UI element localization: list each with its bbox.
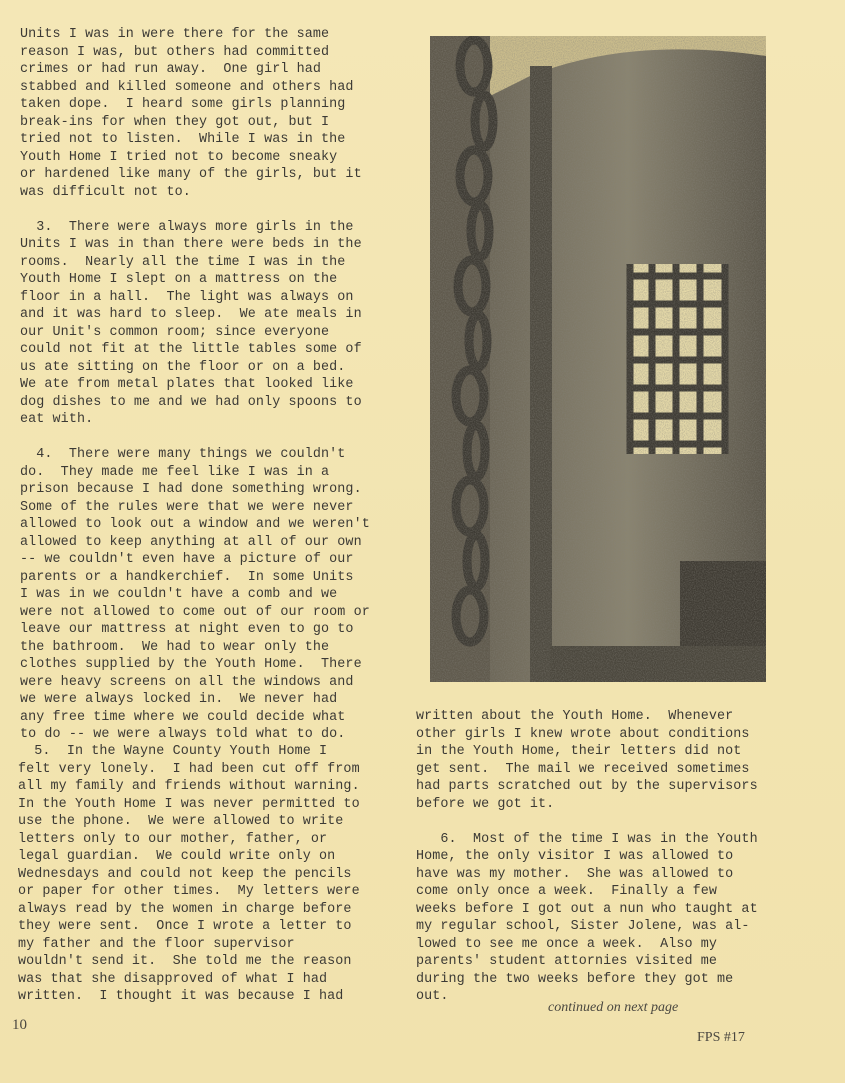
text-line: I was in we couldn't have a comb and we	[20, 587, 338, 602]
left-column-bottom	[18, 743, 398, 1006]
text-line: were not allowed to come out of our room or	[20, 604, 370, 620]
text-line: 4. There were many things we couldn't	[20, 447, 346, 462]
left-column-top	[20, 26, 400, 744]
text-line: do. They made me feel like I was in a	[20, 464, 330, 480]
text-line: we were always locked in. We never had	[20, 692, 338, 707]
text-line: prison because I had done something wrong.	[20, 482, 362, 497]
text-line: 6. Most of the time I was in the Youth	[416, 831, 758, 847]
text-line: lowed to see me once a week. Also my	[416, 936, 718, 952]
text-line: Units I was in than there were beds in the	[20, 237, 362, 252]
text-line: parents or a handkerchief. In some Units	[20, 569, 354, 585]
text-line: crimes or had run away. One girl had	[20, 62, 322, 77]
text-line: any free time where we could decide what	[20, 709, 346, 725]
text-line: legal guardian. We could write only on	[18, 849, 336, 864]
text-line: Wednesdays and could not keep the pencils	[18, 866, 352, 882]
text-line: in the Youth Home, their letters did not	[416, 744, 742, 759]
text-line: dog dishes to me and we had only spoons to	[20, 394, 362, 410]
text-line: were heavy screens on all the windows and	[20, 674, 354, 690]
text-line: -- we couldn't even have a picture of our	[20, 552, 354, 567]
text-line: and it was hard to sleep. We ate meals in	[20, 307, 362, 322]
text-line: allowed to look out a window and we weren't	[20, 517, 370, 532]
text-line: parents' student attornies visited me	[416, 954, 718, 969]
text-line: was difficult not to.	[20, 184, 191, 200]
text-line: during the two weeks before they got me	[416, 971, 734, 987]
text-line: could not fit at the little tables some of	[20, 342, 362, 357]
text-line: our Unit's common room; since everyone	[20, 324, 330, 340]
text-line: out.	[416, 989, 449, 1004]
right-column	[416, 708, 836, 1006]
paragraph-gap	[20, 201, 400, 219]
text-line: weeks before I got out a nun who taught at	[416, 901, 758, 917]
text-line: tried not to listen. While I was in the	[20, 132, 346, 147]
text-line: In the Youth Home I was never permitted to	[18, 796, 360, 812]
text-line: always read by the women in charge before	[18, 901, 352, 917]
text-line: before we got it.	[416, 796, 555, 812]
text-line: they were sent. Once I wrote a letter to	[18, 919, 352, 934]
text-line: floor in a hall. The light was always on	[20, 289, 354, 305]
prison-chain-drawing	[430, 36, 766, 682]
text-line: get sent. The mail we received sometimes	[416, 761, 750, 777]
prison-chain-illustration	[430, 36, 766, 682]
text-line: my regular school, Sister Jolene, was al-	[416, 919, 750, 934]
text-line: or paper for other times. My letters were	[18, 884, 360, 899]
paragraph-gap	[416, 813, 836, 831]
footer-id: FPS #17	[697, 1030, 745, 1045]
text-line: taken dope. I heard some girls planning	[20, 97, 346, 112]
text-line: letters only to our mother, father, or	[18, 831, 328, 847]
text-line: 5. In the Wayne County Youth Home I	[18, 744, 328, 759]
text-line: reason I was, but others had committed	[20, 44, 330, 60]
text-line: eat with.	[20, 412, 94, 427]
text-line: 3. There were always more girls in the	[20, 219, 354, 235]
text-line: break-ins for when they got out, but I	[20, 114, 330, 130]
text-line: use the phone. We were allowed to write	[18, 814, 344, 829]
text-line: or hardened like many of the girls, but it	[20, 167, 362, 182]
text-line: stabbed and killed someone and others had	[20, 79, 354, 95]
text-line: come only once a week. Finally a few	[416, 884, 718, 899]
text-line: We ate from metal plates that looked like	[20, 377, 354, 392]
text-line: wouldn't send it. She told me the reason	[18, 954, 352, 969]
text-line: the bathroom. We had to wear only the	[20, 639, 330, 655]
text-line: clothes supplied by the Youth Home. There	[20, 657, 362, 672]
text-line: Some of the rules were that we were never	[20, 499, 354, 515]
text-line: had parts scratched out by the supervisors	[416, 779, 758, 794]
text-line: Youth Home I slept on a mattress on the	[20, 272, 338, 287]
text-line: us ate sitting on the floor or on a bed.	[20, 359, 346, 375]
text-line: written. I thought it was because I had	[18, 989, 344, 1004]
text-line: Youth Home I tried not to become sneaky	[20, 149, 338, 165]
text-line: have was my mother. She was allowed to	[416, 866, 734, 882]
text-line: allowed to keep anything at all of our own	[20, 534, 362, 550]
text-line: written about the Youth Home. Whenever	[416, 709, 734, 724]
text-line: other girls I knew wrote about conditions	[416, 726, 750, 742]
continued-note: continued on next page	[548, 1000, 679, 1015]
text-line: Units I was in were there for the same	[20, 27, 330, 42]
text-line: rooms. Nearly all the time I was in the	[20, 254, 346, 270]
text-line: was that she disapproved of what I had	[18, 971, 328, 987]
text-line: my father and the floor supervisor	[18, 936, 295, 952]
text-line: Home, the only visitor I was allowed to	[416, 849, 734, 864]
text-line: felt very lonely. I had been cut off from	[18, 761, 360, 777]
text-line: leave our mattress at night even to go to	[20, 622, 354, 637]
paragraph-gap	[20, 429, 400, 447]
text-line: to do -- we were always told what to do.	[20, 727, 346, 742]
page-number: 10	[12, 1017, 27, 1033]
text-line: all my family and friends without warning.	[18, 779, 360, 794]
